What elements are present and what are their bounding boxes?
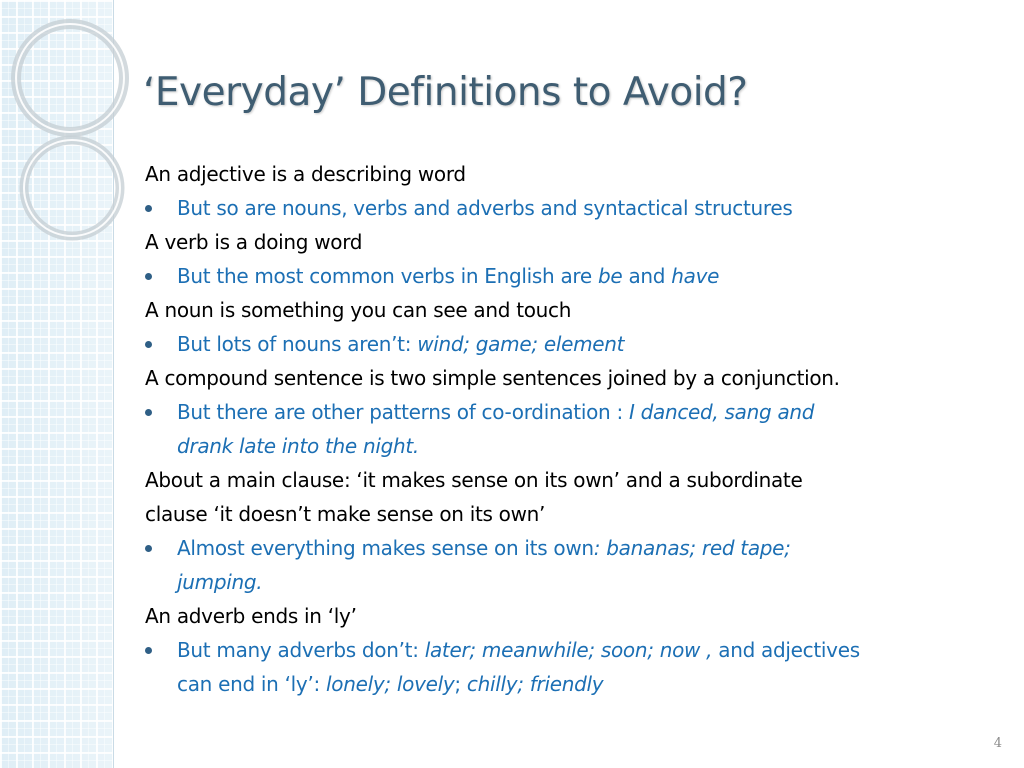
bullet-dot-icon: [145, 409, 152, 416]
decorative-circles: [0, 0, 140, 280]
bullet-adjective: [145, 191, 995, 225]
italic-example: jumping.: [177, 570, 263, 594]
slide-body: [145, 157, 995, 701]
definition-adjective: An adjective is a describing word: [145, 162, 466, 186]
definition-verb: A verb is a doing word: [145, 230, 363, 254]
definition-clause: [145, 463, 995, 531]
definition-clause-line2: clause ‘it doesn’t make sense on its own’: [145, 502, 546, 526]
italic-example: : bananas; red tape;: [593, 536, 791, 560]
bullet-text: But there are other patterns of co-ordination :: [177, 400, 629, 424]
bullet-text: But lots of nouns aren’t:: [177, 332, 418, 356]
bullet-compound-sentence: [145, 395, 995, 463]
definition-clause-line1: About a main clause: ‘it makes sense on its own’ and a subordinate: [145, 468, 803, 492]
bullet-dot-icon: [145, 273, 152, 280]
italic-example: drank late into the night.: [177, 434, 419, 458]
bullet-verb: [145, 259, 995, 293]
bullet-dot-icon: [145, 545, 152, 552]
bullet-text: can end in ‘ly’:: [177, 672, 327, 696]
bullet-text: Almost everything makes sense on its own: [177, 536, 594, 560]
page-number: 4: [993, 736, 1002, 751]
italic-example: chilly; friendly: [460, 672, 604, 696]
bullet-text: ;: [454, 672, 461, 696]
italic-example: wind; game; element: [417, 332, 625, 356]
definition-compound-sentence: A compound sentence is two simple sentences joined by a conjunction.: [145, 366, 840, 390]
slide-title: ‘Everyday’ Definitions to Avoid?: [143, 70, 748, 115]
bullet-noun: [145, 327, 995, 361]
italic-example: lonely; lovely: [326, 672, 455, 696]
italic-example: later; meanwhile; soon; now ,: [424, 638, 713, 662]
bullet-text: But the most common verbs in English are: [177, 264, 598, 288]
bullet-adverb: [145, 633, 995, 701]
bullet-text: But many adverbs don’t:: [177, 638, 425, 662]
bullet-dot-icon: [145, 341, 152, 348]
bullet-dot-icon: [145, 647, 152, 654]
italic-example: I danced, sang and: [628, 400, 815, 424]
bullet-text: But so are nouns, verbs and adverbs and syntactical structures: [177, 196, 793, 220]
definition-adverb: An adverb ends in ‘ly’: [145, 604, 357, 628]
italic-example: have: [671, 264, 720, 288]
bullet-clause: [145, 531, 995, 599]
italic-example: be: [597, 264, 623, 288]
bullet-text: and: [622, 264, 672, 288]
definition-noun: A noun is something you can see and touch: [145, 298, 572, 322]
bullet-text: and adjectives: [712, 638, 860, 662]
bullet-dot-icon: [145, 205, 152, 212]
